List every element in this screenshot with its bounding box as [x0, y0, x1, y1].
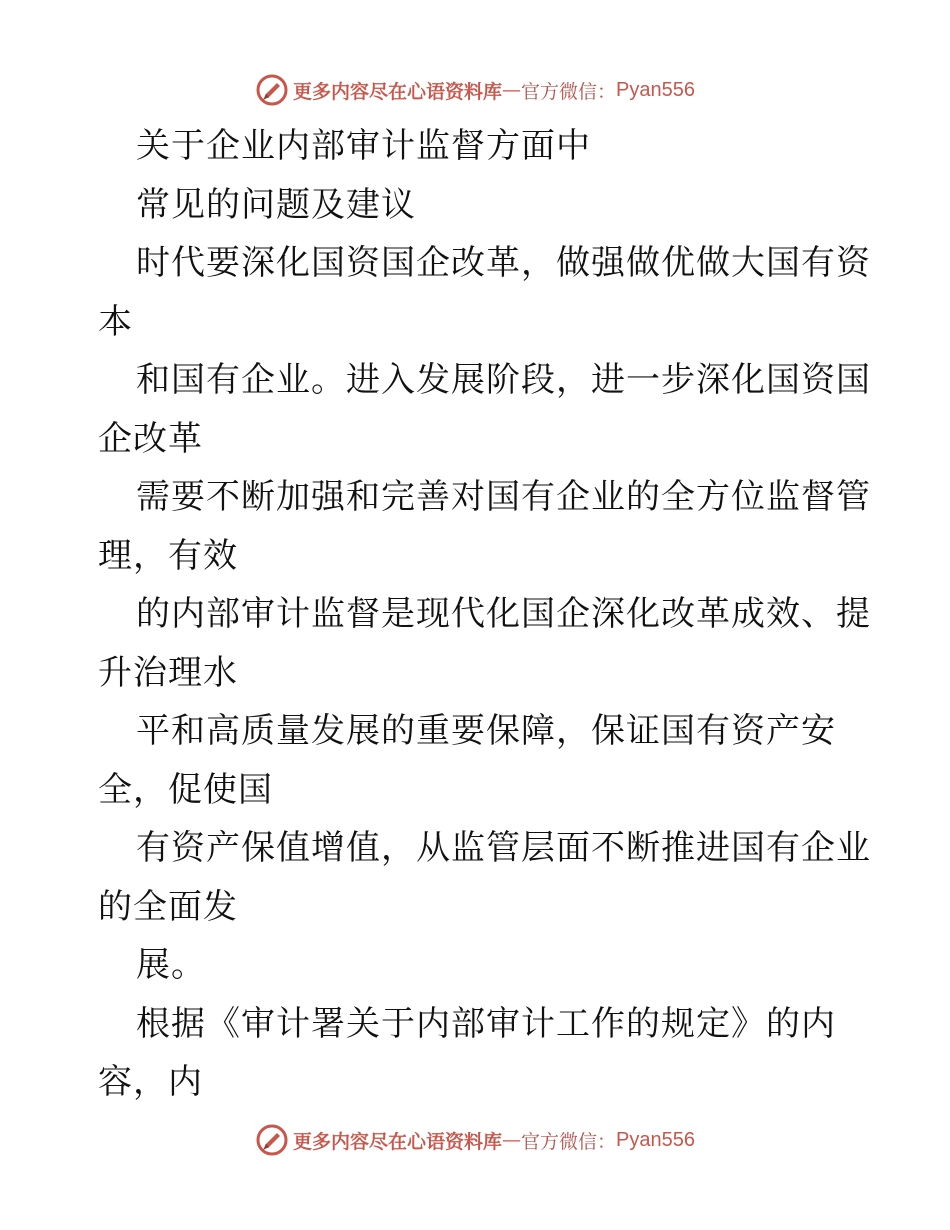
text-line: 容，内 [98, 1062, 203, 1102]
banner-wechat-id: Pyan556 [616, 78, 695, 101]
text-line: 时代要深化国资国企改革，做强做优做大国有资 [136, 243, 871, 283]
text-line: 的内部审计监督是现代化国企深化改革成效、提 [136, 594, 871, 634]
text-line: 理，有效 [98, 535, 238, 576]
text-line: 有资产保值增值，从监管层面不断推进国有企业 [136, 828, 871, 868]
banner-wechat-label: 官方微信： [521, 80, 617, 103]
text-line: 企改革 [98, 418, 203, 459]
banner-wechat-label: 官方微信： [521, 1130, 617, 1153]
text-line: 需要不断加强和完善对国有企业的全方位监督管 [136, 477, 871, 517]
logo-icon [255, 1123, 289, 1157]
text-line: 常见的问题及建议 [136, 184, 416, 225]
banner-dash: — [502, 1129, 522, 1151]
text-line: 关于企业内部审计监督方面中 [136, 126, 591, 166]
text-line: 根据《审计署关于内部审计工作的规定》的内 [136, 1003, 836, 1044]
banner-site-text: 更多内容尽在心语资料库 [293, 80, 503, 103]
text-line: 升治理水 [98, 652, 238, 693]
text-line: 和国有企业。进入发展阶段，进一步深化国资国 [136, 360, 871, 400]
banner-dash: — [502, 79, 522, 101]
document-body [98, 117, 871, 1112]
text-line: 的全面发 [98, 886, 238, 927]
logo-icon [255, 73, 289, 107]
banner-site-text: 更多内容尽在心语资料库 [293, 1130, 503, 1153]
text-line: 本 [98, 301, 133, 342]
header-banner [0, 70, 950, 110]
text-line: 平和高质量发展的重要保障，保证国有资产安 [136, 711, 836, 751]
text-line: 展。 [136, 945, 206, 985]
footer-banner [0, 1120, 950, 1160]
text-line: 全，促使国 [98, 769, 273, 810]
banner-wechat-id: Pyan556 [616, 1128, 695, 1151]
